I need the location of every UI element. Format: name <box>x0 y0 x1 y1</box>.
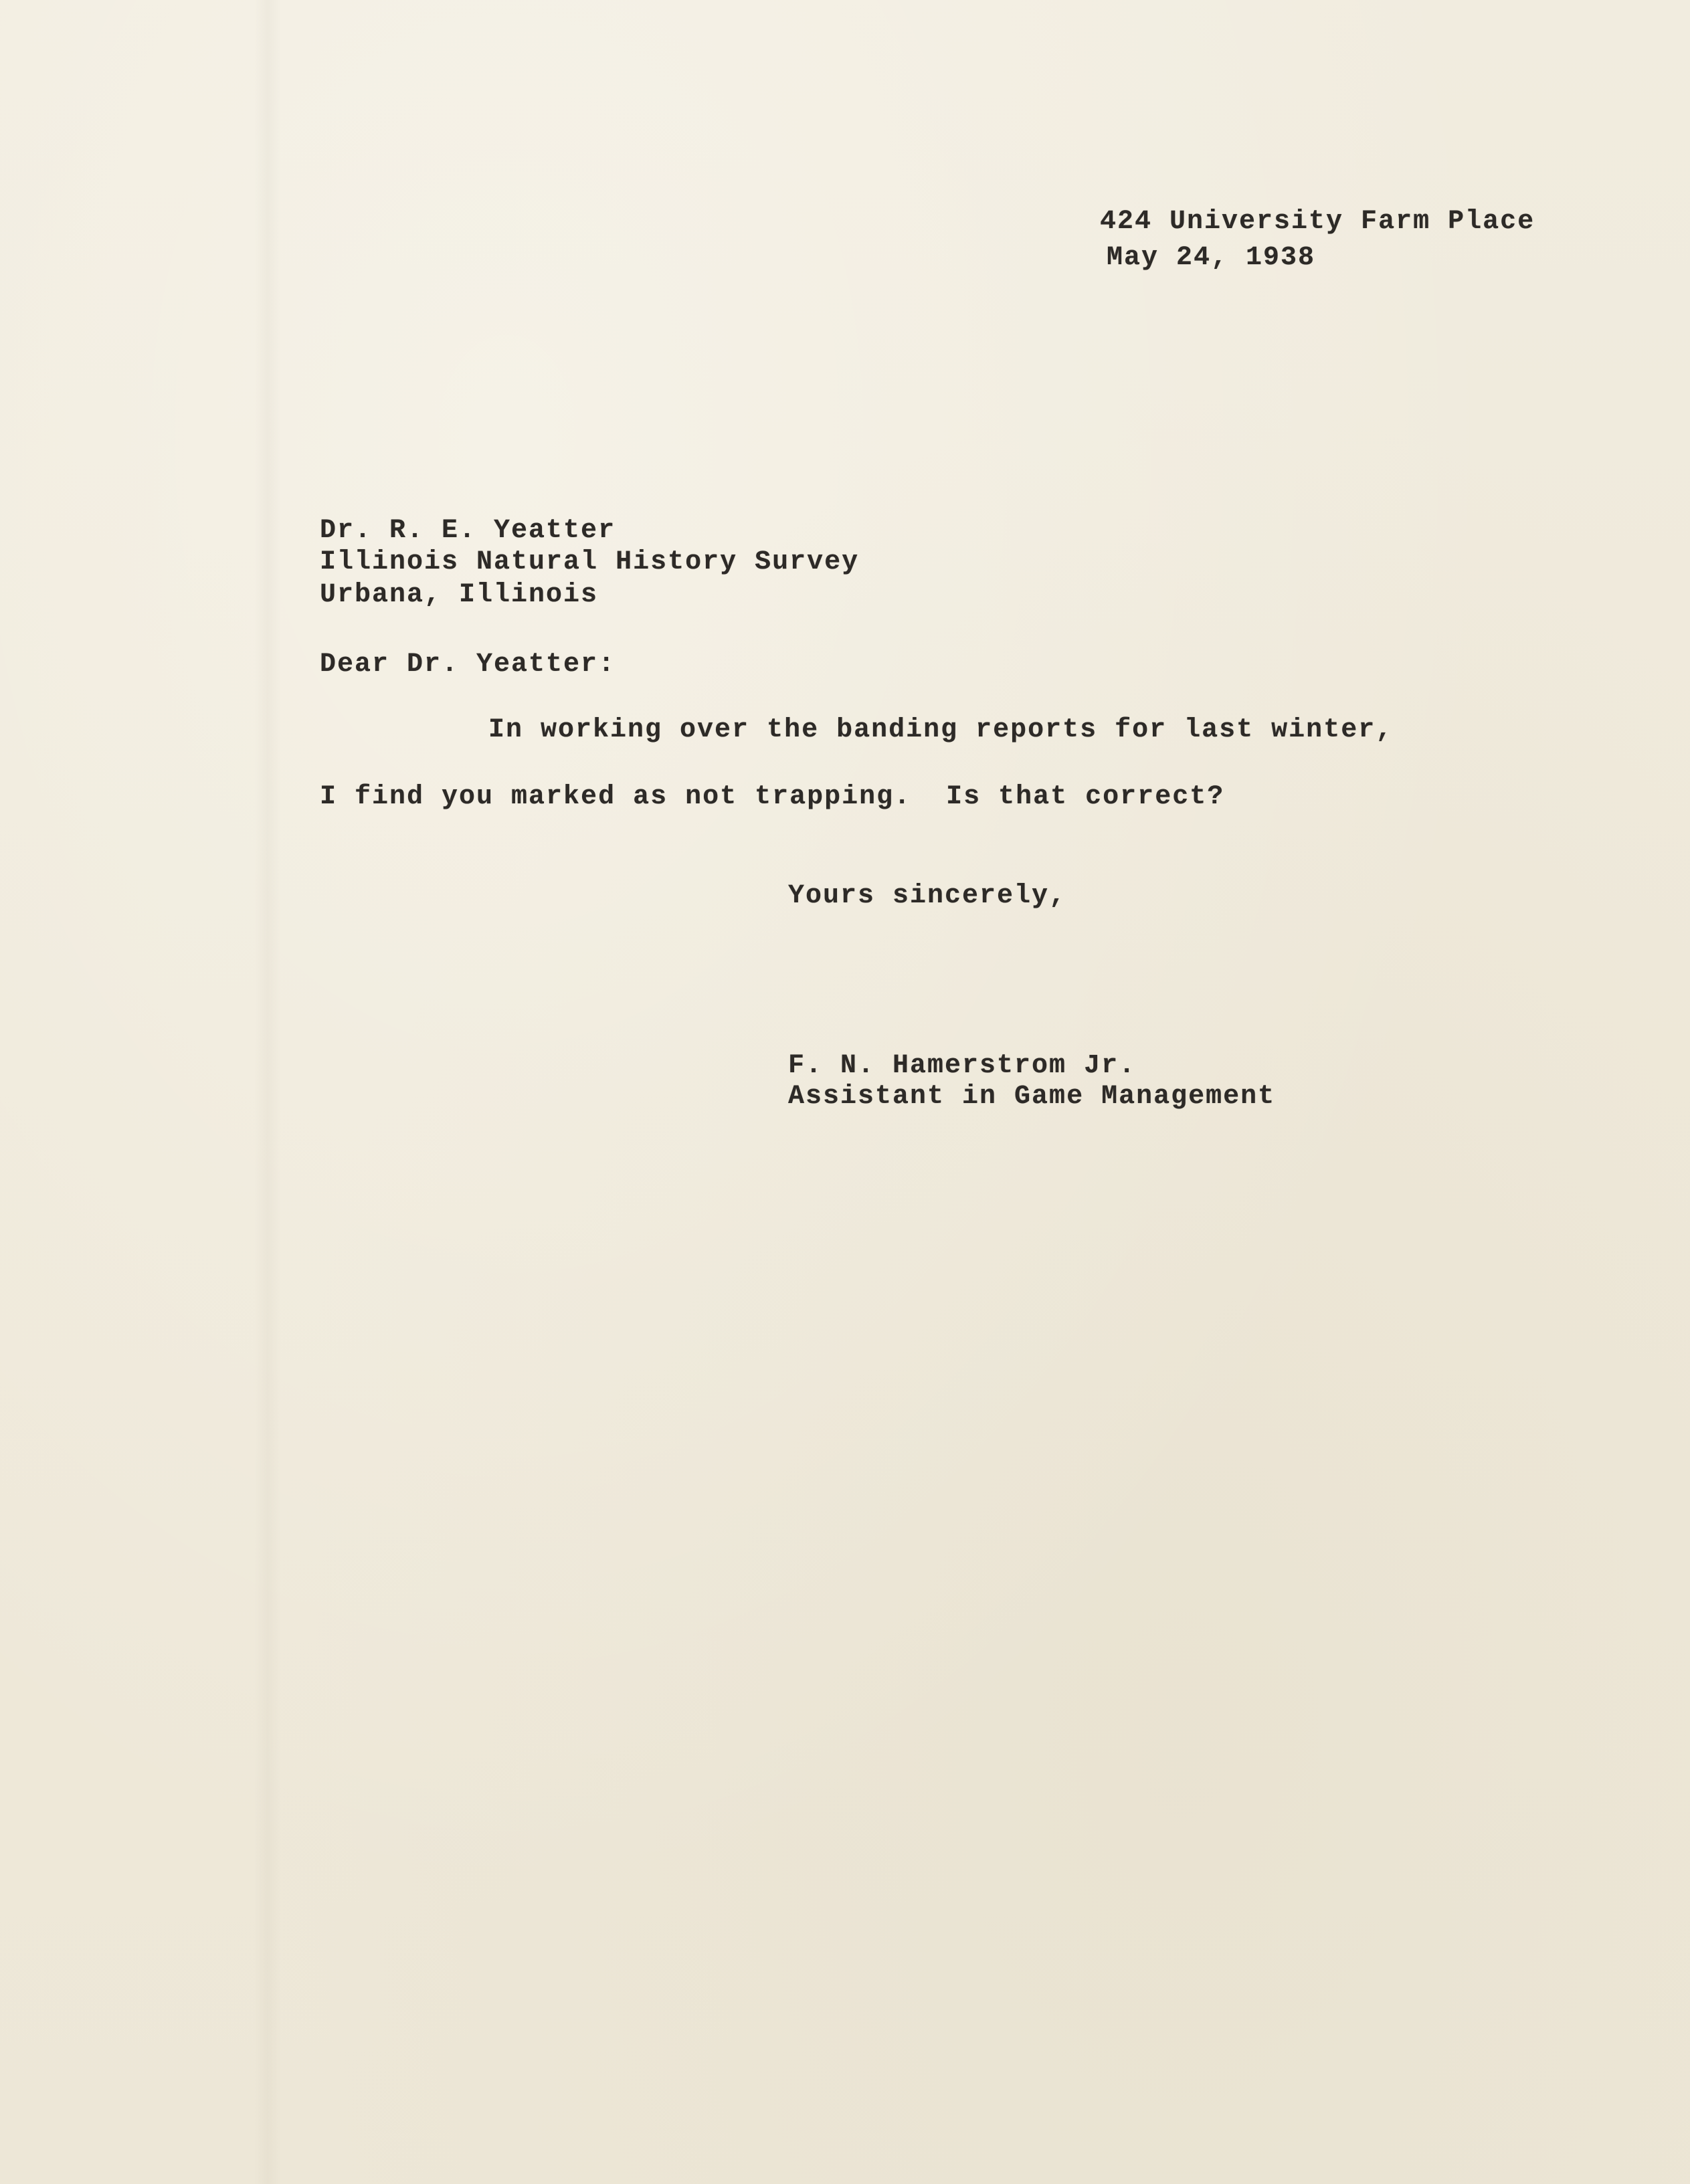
signature-name: F. N. Hamerstrom Jr. <box>788 1051 1137 1081</box>
closing: Yours sincerely, <box>788 881 1067 911</box>
body-line-2: I find you marked as not trapping. Is that correct? <box>320 782 1225 812</box>
letter-date: May 24, 1938 <box>1107 243 1316 273</box>
recipient-city: Urbana, Illinois <box>320 580 599 610</box>
signature-title: Assistant in Game Management <box>788 1082 1276 1112</box>
salutation: Dear Dr. Yeatter: <box>320 650 616 680</box>
recipient-organization: Illinois Natural History Survey <box>320 547 860 577</box>
recipient-name: Dr. R. E. Yeatter <box>320 516 616 546</box>
paper-fold-shading <box>254 0 281 2184</box>
body-line-1: In working over the banding reports for last winter, <box>488 715 1394 745</box>
sender-address: 424 University Farm Place <box>1100 207 1535 237</box>
